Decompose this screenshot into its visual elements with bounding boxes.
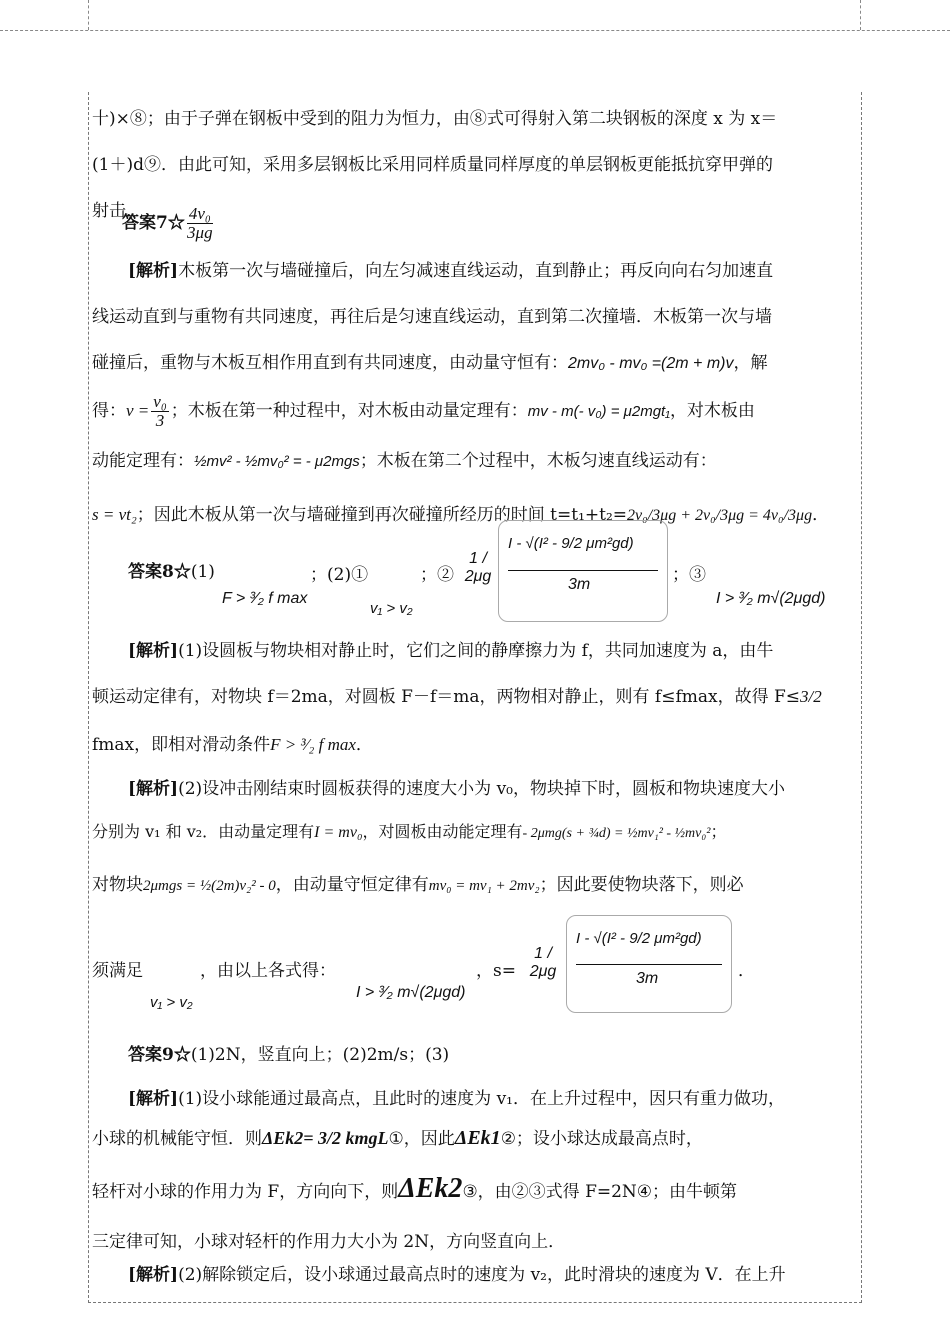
answer-8-formula-3-denominator: 3m (568, 576, 591, 593)
solution-8-2-line-3 (92, 854, 858, 917)
solution-9-1-line-4: 三定律可知，小球对轻杆的作用力大小为 2N，方向竖直向上． (92, 1232, 566, 1252)
solution-8-2-line-4-mid: ，由以上各式得： (200, 961, 336, 981)
solution-8-1-line-3-end: ． (355, 735, 373, 755)
distance-formula: s = vt₂ (92, 505, 137, 524)
solution-8-1-line-2 (92, 674, 858, 720)
solution-7 (92, 248, 858, 294)
distance-fraction-bar (576, 964, 722, 965)
solution-8-2-line-4-s: ，s= (476, 961, 516, 981)
solution-7-line-6 (92, 487, 858, 544)
solution-7-line-4-end: ，对木板由 (669, 401, 755, 421)
impulse-momentum-formula: I = mv₀ (314, 824, 363, 841)
solution-8-2-line-4-text: 须满足 (92, 961, 143, 981)
solution-8-2-line-2-end: ； (710, 822, 727, 841)
distance-denominator: 3m (636, 970, 659, 987)
solution-9-1-line-1: (1)设小球能通过最高点，且此时的速度为 v₁．在上升过程中，因只有重力做功， (178, 1089, 785, 1109)
solution-8-2-line-2-mid: ，对圆板由动能定理有 (362, 822, 523, 841)
answer-8-formula-3-prefix: 1 / 2μg (464, 550, 492, 585)
solution-9-2-tag: [解析] (128, 1265, 179, 1285)
top-dashed-line (0, 30, 950, 31)
solution-8-1-line-3-text: fmax，即相对滑动条件 (92, 735, 271, 755)
intro-line-1: 十)×⑧；由于子弹在钢板中受到的阻力为恒力，由⑧式可得射入第二块钢板的深度 x 为 x＝ (92, 109, 778, 129)
answer-8-part-1: (1) (190, 562, 215, 582)
answer-9-text: (1)2N，竖直向上；(2)2m/s；(3) (190, 1045, 450, 1065)
solution-8-2-line-3-mid: ，由动量守恒定律有 (275, 875, 429, 895)
solution-7-tag: [解析] (128, 261, 179, 281)
distance-numerator: I - √(I² - 9/2 μm²gd) (576, 930, 702, 947)
solution-8-2-line-3-end: ；因此要使物块落下，则必 (539, 875, 744, 895)
solution-9-1-line-2-mid: ①，因此 (388, 1129, 455, 1149)
solution-9-2-line-1: (2)解除锁定后，设小球通过最高点时的速度为 v₂，此时滑块的速度为 V．在上升 (178, 1265, 786, 1285)
answer-7-denominator: 3μg (187, 223, 213, 242)
answer-8-formula-4: I > ³⁄₂ m√(2μgd) (716, 590, 826, 607)
solution-8-1-rest (92, 674, 858, 770)
solution-7-rest (92, 294, 858, 544)
solution-7-line-4-mid: ；木板在第一种过程中，对木板由动量定理有： (170, 401, 528, 421)
block-energy-formula: 2μmgs = ½(2m)v₂² - 0 (143, 878, 276, 894)
answer-7 (122, 198, 215, 248)
answer-8 (128, 560, 215, 584)
velocity-denominator: 3 (155, 411, 165, 430)
solution-7-line-6-text: ；因此木板从第一次与墙碰撞到再次碰撞所经历的时间 t=t₁+t₂= (136, 505, 628, 525)
solution-8-2 (92, 766, 858, 812)
solution-9-1-tag: [解析] (128, 1089, 179, 1109)
answer-8-label: 答案8☆ (128, 562, 191, 582)
time-formula: 2v₀/3μg + 2v₀/3μg = 4v₀/3μg (627, 507, 813, 524)
solution-7-line-2: 线运动直到与重物有共同速度，再往后是匀速直线运动，直到第二次撞墙．木板第一次与墙 (92, 307, 772, 327)
solution-9-1-line-2-end: ②；设小球达成最高点时， (500, 1129, 703, 1149)
solution-9-1-line-3-text: 轻杆对小球的作用力为 F，方向向下，则 (92, 1182, 399, 1202)
solution-8-2-line-2 (92, 812, 858, 854)
answer-9-label: 答案9☆ (128, 1045, 191, 1065)
momentum-conservation-formula: mv₀ = mv₁ + 2mv₂ (428, 878, 540, 894)
solution-9-2 (92, 1252, 858, 1298)
intro-line-3: 射击． (92, 201, 143, 221)
answer-8-formula-3-numerator: I - √(I² - 9/2 μm²gd) (508, 535, 634, 552)
solution-7-line-1: 木板第一次与墙碰撞后，向左匀减速直线运动，直到静止；再反向向右匀加速直 (178, 261, 774, 281)
solution-7-line-5-text: 动能定理有： (92, 451, 194, 471)
solution-7-line-3 (92, 340, 858, 387)
momentum-formula: 2mv₀ - mv₀ =(2m + m)v (568, 355, 734, 372)
answer-8-part-2: ；(2)① (310, 565, 369, 585)
solution-7-line-5-end: ；木板在第二个过程中，木板匀速直线运动有： (359, 451, 717, 471)
solution-7-line-3-text: 碰撞后，重物与木板互相作用直到有共同速度，由动量守恒有： (92, 353, 568, 373)
solution-8-2-rest (92, 812, 858, 917)
solution-9-1-line-3 (92, 1159, 858, 1222)
solution-9-1-line-2-text: 小球的机械能守恒．则 (92, 1129, 262, 1149)
answer-8-formula-2: v₁ > v₂ (370, 600, 413, 617)
solution-7-line-4-text: 得： (92, 401, 126, 421)
solution-7-line-4 (92, 387, 858, 436)
energy-formula-2: ΔEk1 (454, 1127, 501, 1149)
solution-8-1 (92, 628, 858, 674)
solution-8-1-line-3 (92, 720, 858, 770)
energy-formula-1: ΔEk2= 3/2 kmgL (262, 1128, 389, 1148)
answer-8-part-4: ；③ (672, 565, 706, 585)
kinetic-energy-formula: ½mv² - ½mv₀² = - μ2mgs (194, 453, 360, 470)
solution-8-1-tag: [解析] (128, 641, 179, 661)
solution-8-2-line-3-text: 对物块 (92, 875, 143, 895)
solution-7-line-6-end: ． (812, 505, 830, 525)
solution-9-1-rest (92, 1118, 858, 1262)
slide-condition-formula: F > ³⁄₂ f max (270, 735, 356, 754)
answer-8-part-3: ；② (420, 565, 454, 585)
solution-9-1-line-3-end: ③，由②③式得 F=2N④；由牛顿第 (462, 1182, 738, 1202)
answer-9 (128, 1040, 449, 1065)
plate-energy-formula: - 2μmg(s + ¾d) = ½mv₁² - ½mv₀² (522, 826, 711, 841)
solution-9-1 (92, 1076, 858, 1122)
drop-condition-formula: v₁ > v₂ (150, 994, 193, 1011)
solution-7-line-3-end: ，解 (733, 353, 768, 373)
intro-line-2: (1＋)d⑨．由此可知，采用多层钢板比采用同样质量同样厚度的单层钢板更能抵抗穿甲弹的 (92, 155, 773, 175)
velocity-fraction (151, 393, 168, 430)
top-left-mark (88, 0, 89, 30)
solution-8-2-line-1: (2)设冲击刚结束时圆板获得的速度大小为 v₀，物块掉下时，圆板和物块速度大小 (178, 779, 785, 799)
solution-8-2-line-2-text: 分别为 v₁ 和 v₂．由动量定理有 (92, 822, 315, 841)
solution-8-1-line-2-text: 顿运动定律有，对物块 f＝2ma，对圆板 F－f＝ma，两物相对静止，则有 f≤fmax，故得 F≤ (92, 687, 801, 707)
solution-8-2-tag: [解析] (128, 779, 179, 799)
answer-8-formula-1: F > ³⁄₂ f max (222, 590, 308, 607)
energy-formula-3: ΔEk2 (398, 1173, 463, 1204)
velocity-formula: v = (126, 401, 150, 420)
answer-7-numerator: 4v₀ (188, 204, 211, 223)
impulse-condition-formula: I > ³⁄₂ m√(2μgd) (356, 984, 466, 1001)
solution-8-2-line-4-end: ． (738, 961, 755, 981)
top-right-mark (860, 0, 861, 30)
solution-7-line-5 (92, 436, 858, 487)
answer-7-label: 答案7☆ (122, 213, 185, 233)
impulse-formula: mv - m(- v₀) = μ2mgt₁ (527, 403, 670, 420)
velocity-numerator: v₀ (153, 392, 167, 411)
answer-7-fraction (187, 205, 213, 242)
answer-8-fraction-bar (508, 570, 658, 571)
solution-8-1-fraction: 3/2 (800, 687, 822, 706)
solution-8-1-line-1: (1)设圆板与物块相对静止时，它们之间的静摩擦力为 f，共同加速度为 a，由牛 (178, 641, 774, 661)
solution-9-1-line-2 (92, 1118, 858, 1159)
distance-prefix: 1 / 2μg (529, 945, 557, 980)
